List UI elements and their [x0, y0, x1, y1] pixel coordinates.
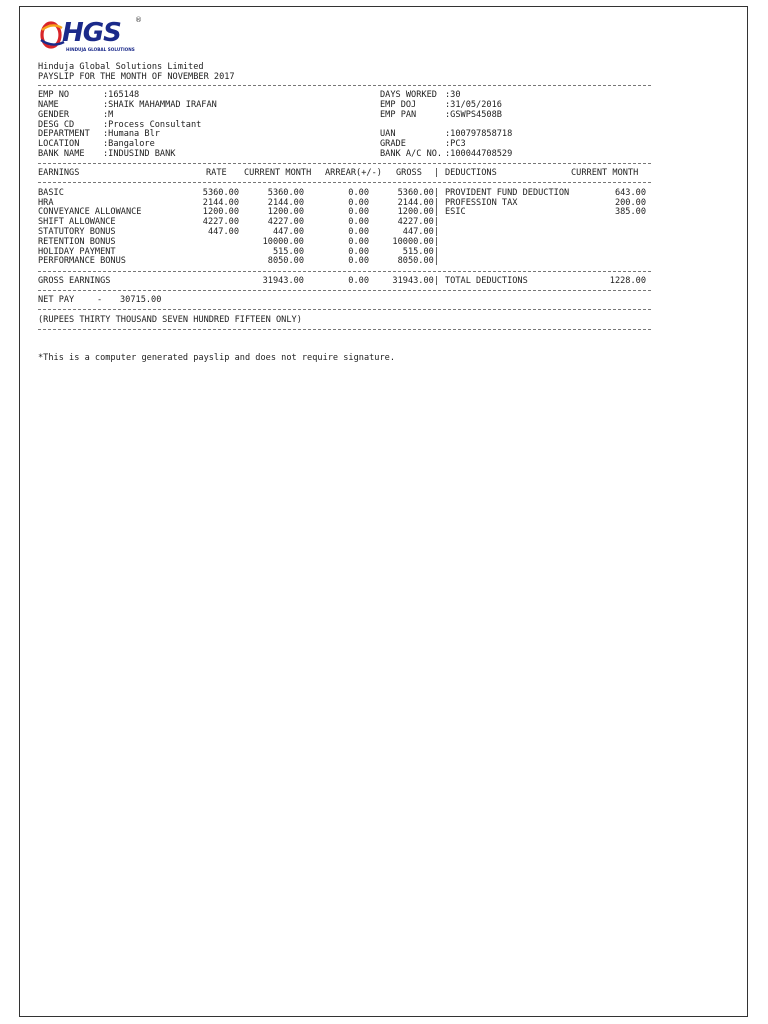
earning-gross: 1200.00|: [397, 207, 439, 217]
earning-name: SHIFT ALLOWANCE: [38, 217, 116, 227]
earning-gross: 2144.00|: [397, 198, 439, 208]
earning-gross: 4227.00|: [397, 217, 439, 227]
gross-header: GROSS: [396, 168, 422, 178]
deduction-amount: 385.00: [614, 207, 646, 217]
emp-doj-value: :31/05/2016: [445, 100, 502, 110]
earning-current: 10000.00: [262, 237, 304, 247]
deduction-name: PROVIDENT FUND DEDUCTION: [445, 188, 570, 198]
earning-arrear: 0.00: [348, 217, 369, 227]
uan-label: UAN: [380, 129, 396, 139]
divider: [38, 85, 651, 86]
bank-account-value: :100044708529: [445, 149, 513, 159]
desg-value: :Process Consultant: [103, 120, 202, 130]
divider: [38, 182, 651, 183]
logo-wordmark: HGS: [62, 18, 121, 48]
earning-current: 2144.00: [267, 198, 304, 208]
uan-value: :100797858718: [445, 129, 513, 139]
earning-arrear: 0.00: [348, 198, 369, 208]
earning-arrear: 0.00: [348, 227, 369, 237]
earning-name: RETENTION BONUS: [38, 237, 116, 247]
earning-current: 5360.00: [267, 188, 304, 198]
earning-current: 1200.00: [267, 207, 304, 217]
earning-gross: 5360.00|: [397, 188, 439, 198]
total-deductions-label: TOTAL DEDUCTIONS: [445, 276, 528, 286]
hgs-logo: [38, 16, 144, 56]
bank-name-value: :INDUSIND BANK: [103, 149, 176, 159]
earning-arrear: 0.00: [348, 247, 369, 257]
department-label: DEPARTMENT: [38, 129, 90, 139]
current-month-header: CURRENT MONTH: [244, 168, 312, 178]
gender-label: GENDER: [38, 110, 70, 120]
earning-name: BASIC: [38, 188, 64, 198]
column-separator: |: [434, 168, 440, 178]
net-pay-label: NET PAY: [38, 295, 75, 305]
rate-header: RATE: [206, 168, 227, 178]
ded-current-month-header: CURRENT MONTH: [571, 168, 639, 178]
earning-rate: 447.00: [207, 227, 239, 237]
desg-label: DESG CD: [38, 120, 75, 130]
days-worked-label: DAYS WORKED: [380, 90, 437, 100]
deduction-name: PROFESSION TAX: [445, 198, 518, 208]
gender-value: :M: [103, 110, 114, 120]
emp-no-value: :165148: [103, 90, 140, 100]
earning-gross: 447.00|: [402, 227, 439, 237]
earning-arrear: 0.00: [348, 256, 369, 266]
amount-in-words: (RUPEES THIRTY THOUSAND SEVEN HUNDRED FIFTEEN ONLY): [38, 315, 302, 325]
emp-pan-label: EMP PAN: [380, 110, 417, 120]
earning-gross: 8050.00|: [397, 256, 439, 266]
earning-name: HOLIDAY PAYMENT: [38, 247, 116, 257]
earning-arrear: 0.00: [348, 207, 369, 217]
gross-earnings-total: 31943.00|: [392, 276, 439, 286]
earning-name: CONVEYANCE ALLOWANCE: [38, 207, 142, 217]
earning-rate: 2144.00: [202, 198, 239, 208]
payslip-title: PAYSLIP FOR THE MONTH OF NOVEMBER 2017: [38, 72, 235, 82]
divider: [38, 271, 651, 272]
earning-name: STATUTORY BONUS: [38, 227, 116, 237]
net-pay-dash: -: [97, 295, 103, 305]
gross-earnings-current: 31943.00: [262, 276, 304, 286]
days-worked-value: :30: [445, 90, 461, 100]
deduction-name: ESIC: [445, 207, 466, 217]
emp-pan-value: :GSWPS4508B: [445, 110, 502, 120]
gross-earnings-label: GROSS EARNINGS: [38, 276, 111, 286]
bank-account-label: BANK A/C NO.: [380, 149, 443, 159]
earning-name: HRA: [38, 198, 54, 208]
earning-rate: 5360.00: [202, 188, 239, 198]
emp-no-label: EMP NO: [38, 90, 70, 100]
footer-note: *This is a computer generated payslip and does not require signature.: [38, 353, 395, 363]
earning-rate: 1200.00: [202, 207, 239, 217]
deductions-header: DEDUCTIONS: [445, 168, 497, 178]
name-value: :SHAIK MAHAMMAD IRAFAN: [103, 100, 217, 110]
name-label: NAME: [38, 100, 59, 110]
divider: [38, 329, 651, 330]
earning-rate: 4227.00: [202, 217, 239, 227]
net-pay-value: 30715.00: [120, 295, 162, 305]
arrear-header: ARREAR(+/-): [325, 168, 382, 178]
deduction-amount: 200.00: [614, 198, 646, 208]
earning-arrear: 0.00: [348, 237, 369, 247]
deduction-amount: 643.00: [614, 188, 646, 198]
grade-label: GRADE: [380, 139, 406, 149]
divider: [38, 163, 651, 164]
earning-gross: 515.00|: [402, 247, 439, 257]
earning-current: 8050.00: [267, 256, 304, 266]
earning-name: PERFORMANCE BONUS: [38, 256, 126, 266]
earning-current: 515.00: [272, 247, 304, 257]
earning-arrear: 0.00: [348, 188, 369, 198]
divider: [38, 309, 651, 310]
department-value: :Humana Blr: [103, 129, 160, 139]
gross-earnings-arrear: 0.00: [348, 276, 369, 286]
earning-current: 4227.00: [267, 217, 304, 227]
earning-gross: 10000.00|: [392, 237, 439, 247]
registered-mark: ®: [135, 16, 142, 24]
emp-doj-label: EMP DOJ: [380, 100, 417, 110]
earnings-header: EARNINGS: [38, 168, 80, 178]
bank-name-label: BANK NAME: [38, 149, 85, 159]
logo-subtitle: HINDUJA GLOBAL SOLUTIONS: [66, 47, 135, 52]
divider: [38, 290, 651, 291]
total-deductions-value: 1228.00: [609, 276, 646, 286]
location-label: LOCATION: [38, 139, 80, 149]
grade-value: :PC3: [445, 139, 466, 149]
earning-current: 447.00: [272, 227, 304, 237]
location-value: :Bangalore: [103, 139, 155, 149]
company-name: Hinduja Global Solutions Limited: [38, 62, 204, 72]
